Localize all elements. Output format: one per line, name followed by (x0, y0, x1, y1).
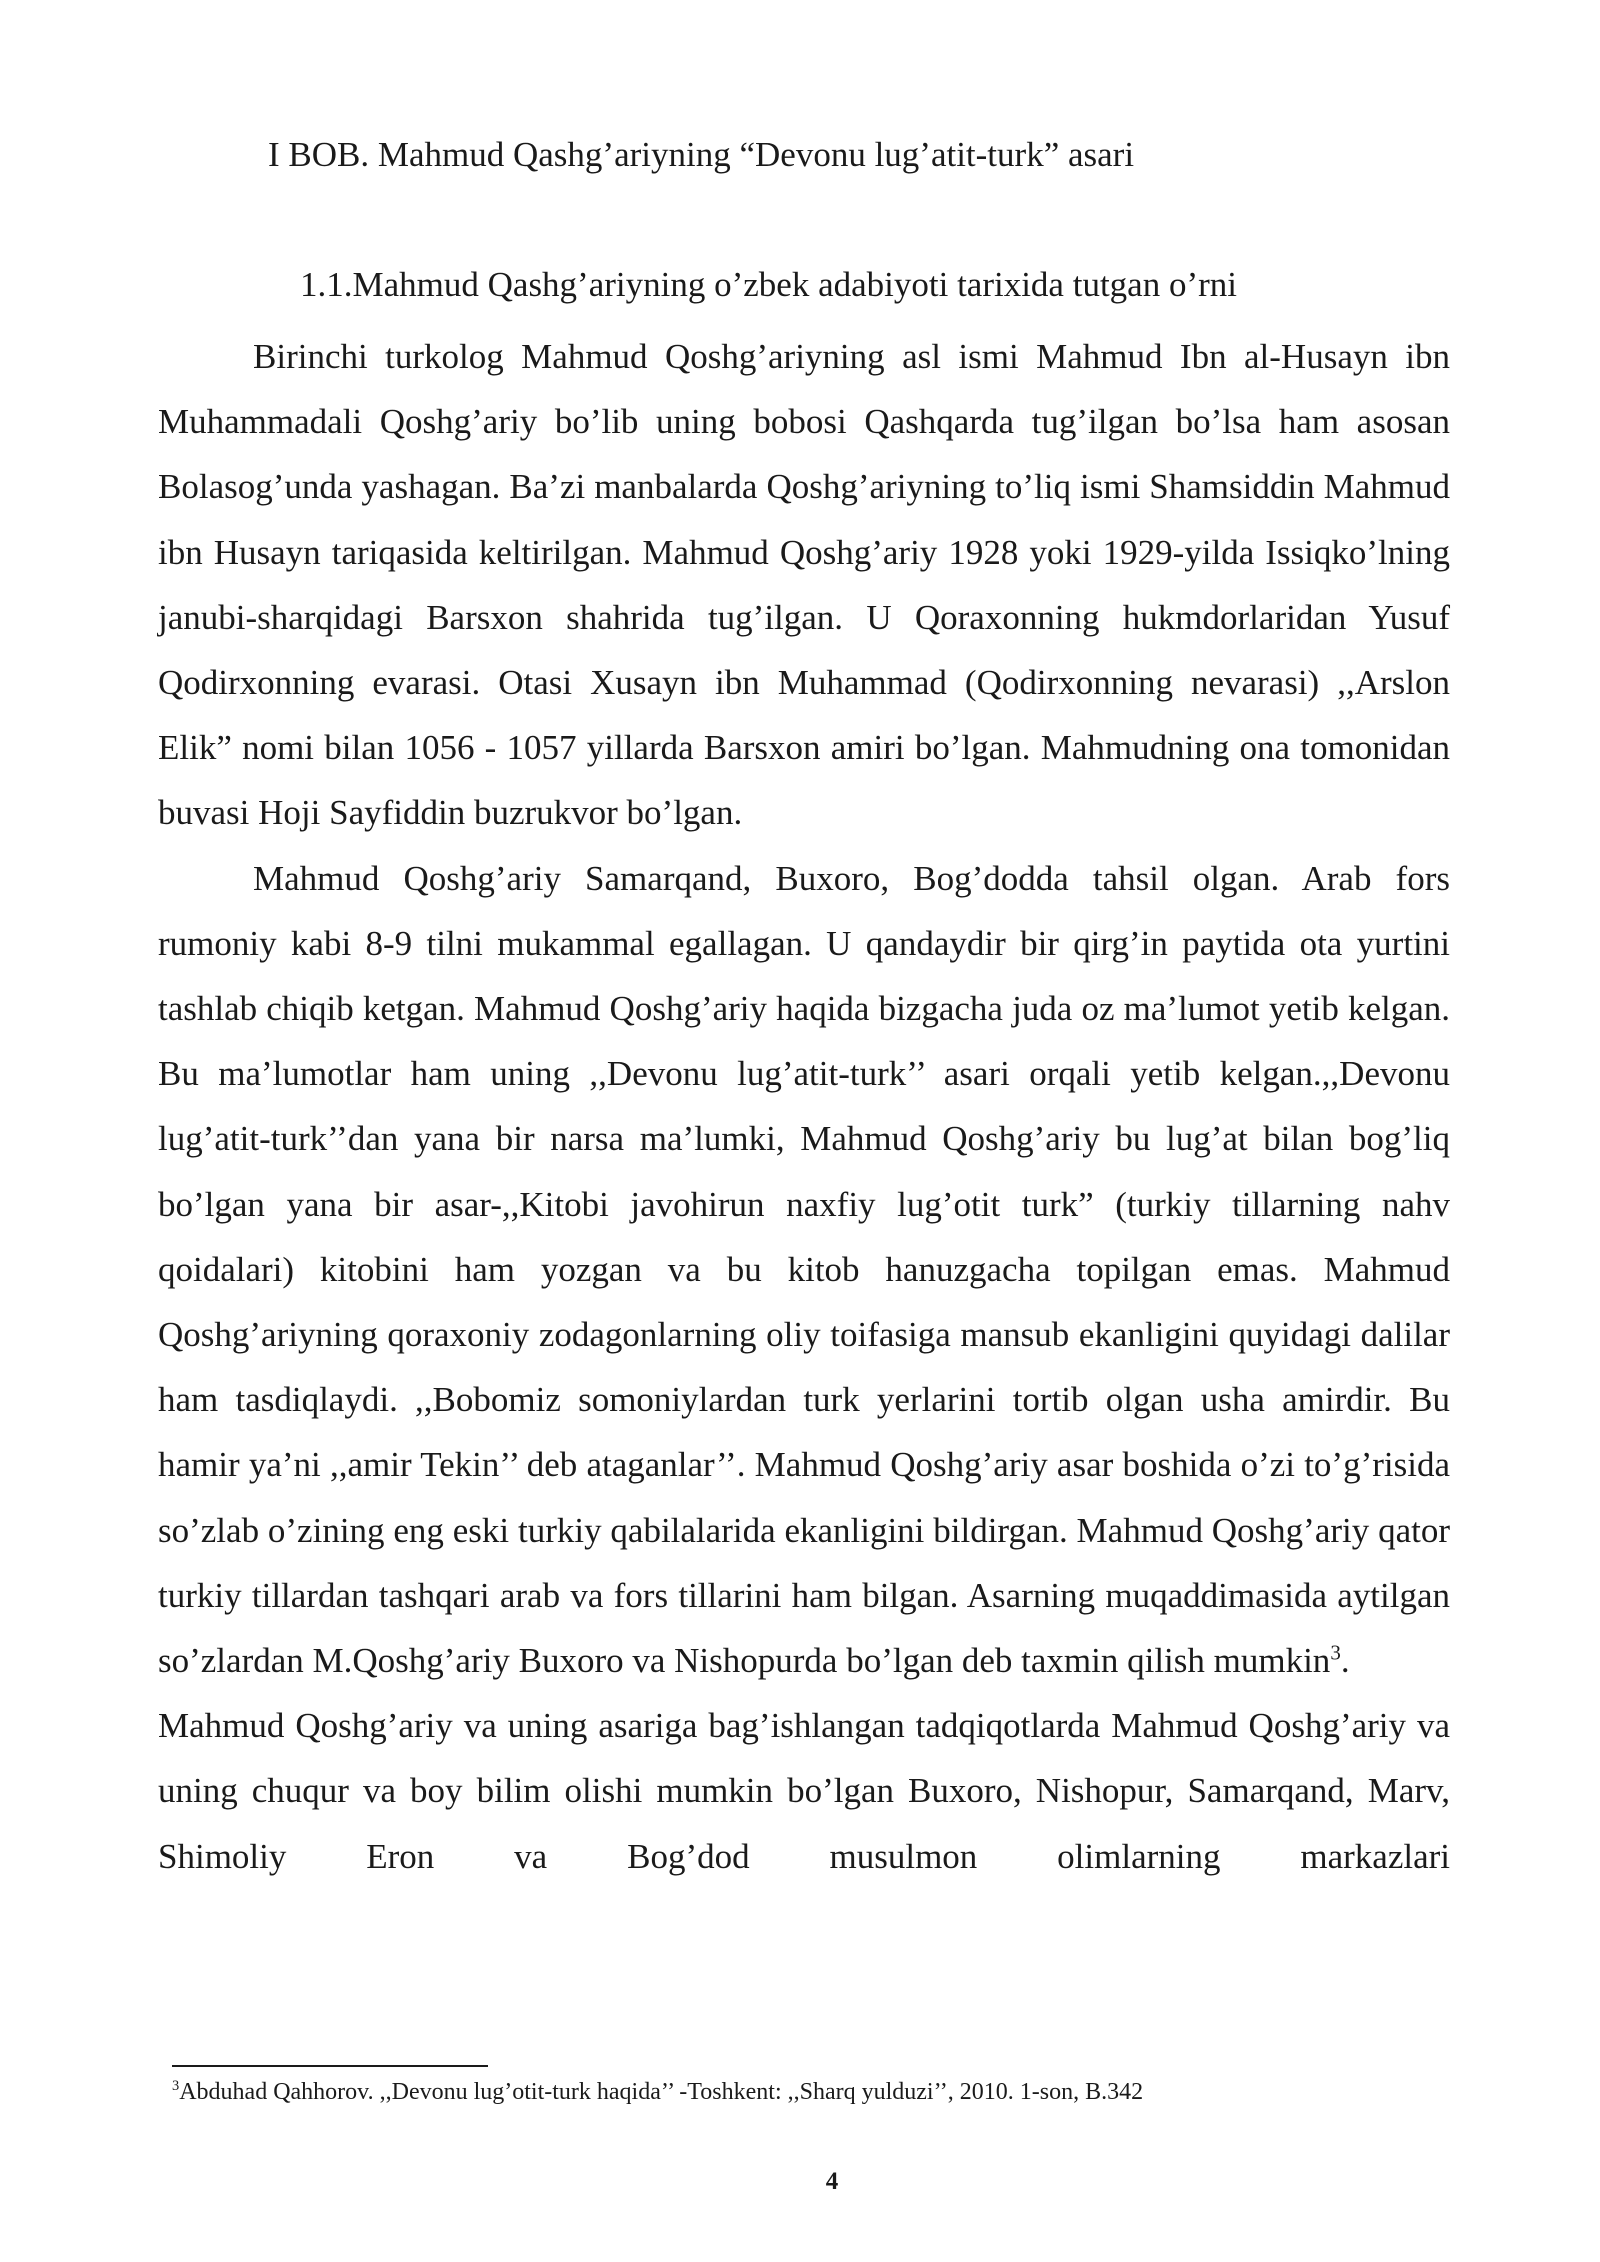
body-text (158, 324, 1450, 1889)
paragraph-2-tail: . (1340, 1641, 1350, 1681)
page-number: 4 (825, 2168, 839, 2195)
paragraph-2 (158, 846, 1450, 1694)
footnote-divider (172, 2065, 488, 2067)
footnote-reference[interactable]: 3 (1330, 1640, 1341, 1665)
section-title: 1.1.Mahmud Qashg’ariyning o’zbek adabiyoti tarixida tutgan o’rni (300, 265, 1237, 304)
footnote-number: 3 (172, 2078, 180, 2094)
paragraph-1: Birinchi turkolog Mahmud Qoshg’ariyning asl ismi Mahmud Ibn al-Husayn ibn Muhammadali Qoshg’ariy bo’lib uning bobosi Qashqarda tug’ilgan bo’lsa ham asosan Bolasog’unda yashagan. Ba’zi manbalarda Qoshg’ariyning to’liq ismi Shamsiddin Mahmud ibn Husayn tariqasida keltirilgan. Mahmud Qoshg’ariy 1928 yoki 1929-yilda Issiqko’lning janubi-sharqidagi Barsxon shahrida tug’ilgan. U Qoraxonning hukmdorlaridan Yusuf Qodirxonning evarasi. Otasi Xusayn ibn Muhammad (Qodirxonning nevarasi) ,,Arslon Elik” nomi bilan 1056 - 1057 yillarda Barsxon amiri bo’lgan. Mahmudning ona tomonidan buvasi Hoji Sayfiddin buzrukvor bo’lgan. (158, 337, 1450, 833)
footnote-text: Abduhad Qahhorov. ,,Devonu lug’otit-turk haqida’’ -Toshkent: ,,Sharq yulduzi’’, 2010. 1-son, B.342 (179, 2079, 1144, 2105)
footnote (172, 2077, 1143, 2107)
chapter-title: I BOB. Mahmud Qashg’ariyning “Devonu lug’atit-turk” asari (268, 135, 1135, 174)
paragraph-2-text: Mahmud Qoshg’ariy Samarqand, Buxoro, Bog’dodda tahsil olgan. Arab fors rumoniy kabi 8-9 tilni mukammal egallagan. U qandaydir bir qirg’in paytida ota yurtini tashlab chiqib ketgan. Mahmud Qoshg’ariy haqida bizgacha juda oz ma’lumot yetib kelgan. Bu ma’lumotlar ham uning ,,Devonu lug’atit-turk’’ asari orqali yetib kelgan.,,Devonu lug’atit-turk’’dan yana bir narsa ma’lumki, Mahmud Qoshg’ariy bu lug’at bilan bog’liq bo’lgan yana bir asar-,,Kitobi javohirun naxfiy lug’otit turk” (turkiy tillarning nahv qoidalari) kitobini ham yozgan va bu kitob hanuzgacha topilgan emas. Mahmud Qoshg’ariyning qoraxoniy zodagonlarning oliy toifasiga mansub ekanligini quyidagi dalilar ham tasdiqlaydi. ,,Bobomiz somoniylardan turk yerlarini tortib olgan usha amirdir. Bu hamir ya’ni ,,amir Tekin’’ deb ataganlar’’. Mahmud Qoshg’ariy asar boshida o’zi to’g’risida so’zlab o’zining eng eski turkiy qabilalarida ekanligini bildirgan. Mahmud Qoshg’ariy qator turkiy tillardan tashqari arab va fors tillarini ham bilgan. Asarning muqaddimasida aytilgan so’zlardan M.Qoshg’ariy Buxoro va Nishopurda bo’lgan deb taxmin qilish mumkin (158, 858, 1450, 1681)
paragraph-3: Mahmud Qoshg’ariy va uning asariga bag’ishlangan tadqiqotlarda Mahmud Qoshg’ariy va uning chuqur va boy bilim olishi mumkin bo’lgan Buxoro, Nishopur, Samarqand, Marv, Shimoliy Eron va Bog’dod musulmon olimlarning markazlari (158, 1706, 1450, 1876)
